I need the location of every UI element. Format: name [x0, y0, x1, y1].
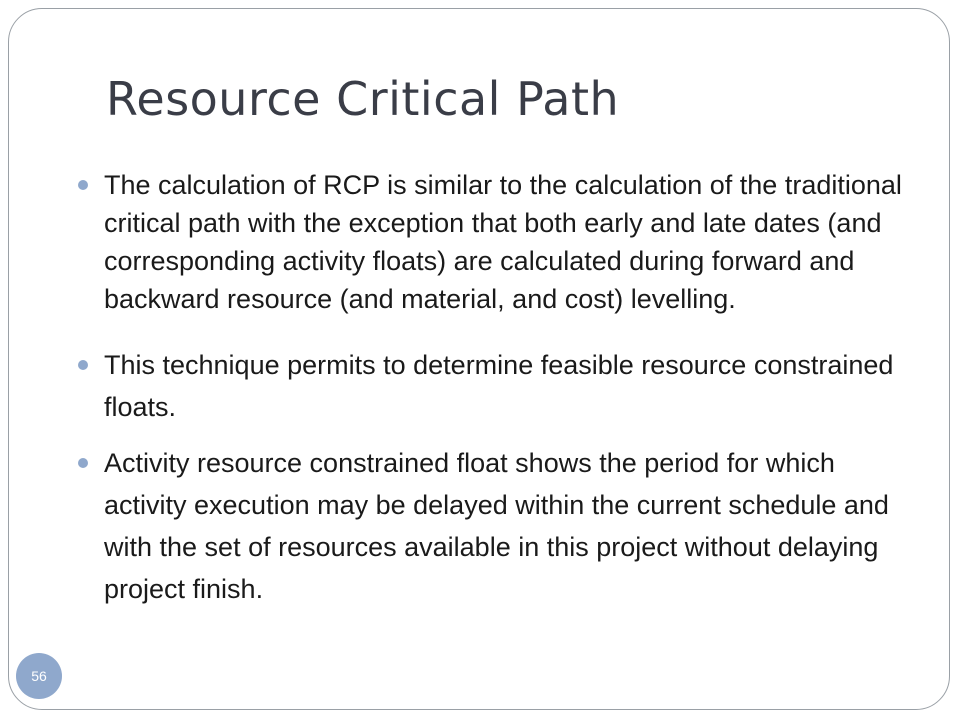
bullet-item [104, 166, 924, 318]
bullet-dot-icon [78, 360, 88, 370]
bullet-item [104, 344, 924, 428]
bullet-text: Activity resource constrained float shows the period for which activity execution may be delayed within the current schedule and with the set of resources available in this project without delaying project finish. [104, 448, 889, 604]
page-number-badge [16, 653, 62, 699]
slide-title: Resource Critical Path [106, 72, 620, 126]
page-number: 56 [31, 668, 47, 684]
bullet-text: This technique permits to determine feasible resource constrained floats. [104, 350, 894, 422]
bullet-text: The calculation of RCP is similar to the calculation of the traditional critical path with the exception that both early and late dates (and corresponding activity floats) are calculated during forward and backward resource (and material, and cost) levelling. [104, 170, 902, 314]
bullet-dot-icon [78, 458, 88, 468]
bullet-item [104, 442, 924, 610]
bullet-dot-icon [78, 180, 88, 190]
bullet-list [104, 166, 924, 610]
